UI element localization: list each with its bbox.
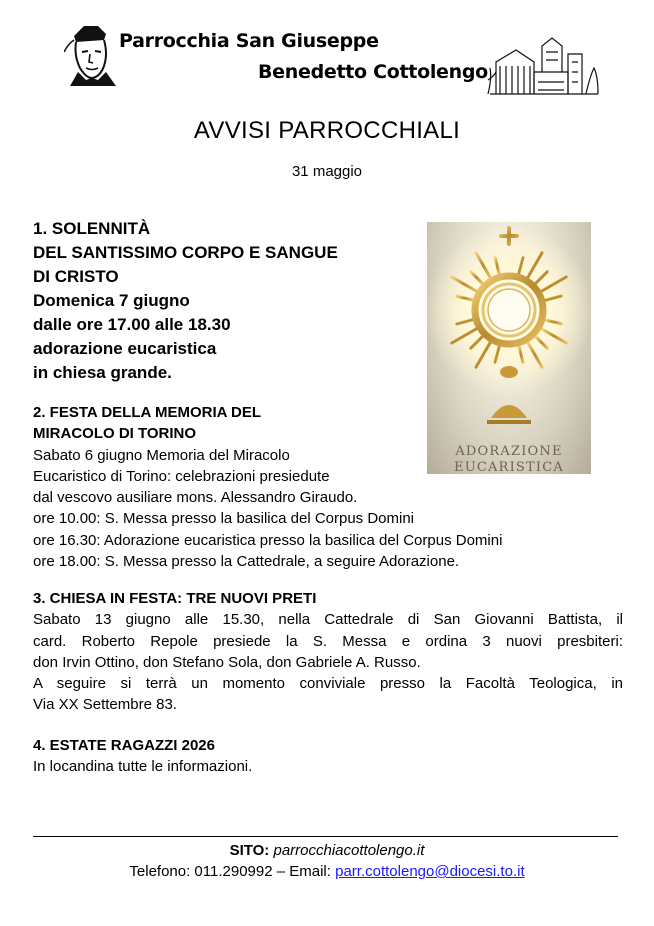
section3-line: Via XX Settembre 83. — [33, 696, 177, 714]
email-link[interactable]: parr.cottolengo@diocesi.to.it — [335, 863, 525, 880]
section2-line: dal vescovo ausiliare mons. Alessandro Giraudo. — [33, 489, 358, 507]
priest-portrait-logo — [64, 22, 118, 88]
section1-line: DEL SANTISSIMO CORPO E SANGUE — [33, 243, 338, 262]
church-building-logo — [486, 32, 602, 98]
section2-line: ore 10.00: S. Messa presso la basilica del Corpus Domini — [33, 510, 415, 528]
section4-heading: 4. ESTATE RAGAZZI 2026 — [33, 737, 215, 754]
section1-line: DI CRISTO — [33, 267, 119, 286]
parish-name-line2: Benedetto Cottolengo — [258, 61, 488, 83]
section1-line: dalle ore 17.00 alle 18.30 — [33, 315, 231, 334]
section1-line: Domenica 7 giugno — [33, 291, 190, 310]
section2-line: Eucaristico di Torino: celebrazioni presiedute — [33, 467, 330, 485]
footer-divider — [33, 836, 618, 837]
section-corpus-domini — [33, 217, 423, 385]
section2-line: Sabato 6 giugno Memoria del Miracolo — [33, 446, 290, 464]
section3-heading: 3. CHIESA IN FESTA: TRE NUOVI PRETI — [33, 590, 317, 607]
section1-line: in chiesa grande. — [33, 363, 172, 382]
section2-line: ore 18.00: S. Messa presso la Cattedrale, a seguire Adorazione. — [33, 553, 460, 571]
section2-heading: MIRACOLO DI TORINO — [33, 425, 197, 443]
page-title: AVVISI PARROCCHIALI — [193, 117, 461, 144]
notice-date: 31 maggio — [291, 163, 363, 180]
phone-label: Telefono: 011.290992 – Email: — [129, 863, 331, 880]
footer-site — [0, 842, 654, 859]
section1-line: adorazione eucaristica — [33, 339, 217, 358]
site-link[interactable]: parrocchiacottolengo.it — [273, 842, 425, 859]
section1-line: 1. SOLENNITÀ — [33, 219, 151, 238]
section3-line: Sabato 13 giugno alle 15.30, nella Cattedrale di San Giovanni Battista, il — [33, 611, 623, 629]
section2-line: ore 16.30: Adorazione eucaristica presso la basilica del Corpus Domini — [33, 531, 503, 549]
image-caption-line1: ADORAZIONE — [455, 444, 563, 459]
section2-heading: 2. FESTA DELLA MEMORIA DEL — [33, 404, 262, 421]
parish-name-line1: Parrocchia San Giuseppe — [119, 30, 379, 52]
section3-line: card. Roberto Repole presiede la S. Messa e ordina 3 nuovi presbiteri: — [33, 632, 623, 650]
section3-line: A seguire si terrà un momento conviviale presso la Facoltà Teologica, in — [33, 675, 623, 693]
section-nuovi-preti — [33, 588, 623, 716]
section-miracolo-torino — [33, 402, 502, 572]
footer-contacts — [0, 863, 654, 880]
letterhead — [0, 0, 654, 110]
site-label: SITO: — [229, 842, 270, 859]
image-caption-line2: EUCARISTICA — [454, 460, 564, 474]
section-estate-ragazzi — [33, 735, 252, 778]
section4-line: In locandina tutte le informazioni. — [33, 758, 253, 776]
section3-line: don Irvin Ottino, don Stefano Sola, don Gabriele A. Russo. — [33, 653, 421, 671]
